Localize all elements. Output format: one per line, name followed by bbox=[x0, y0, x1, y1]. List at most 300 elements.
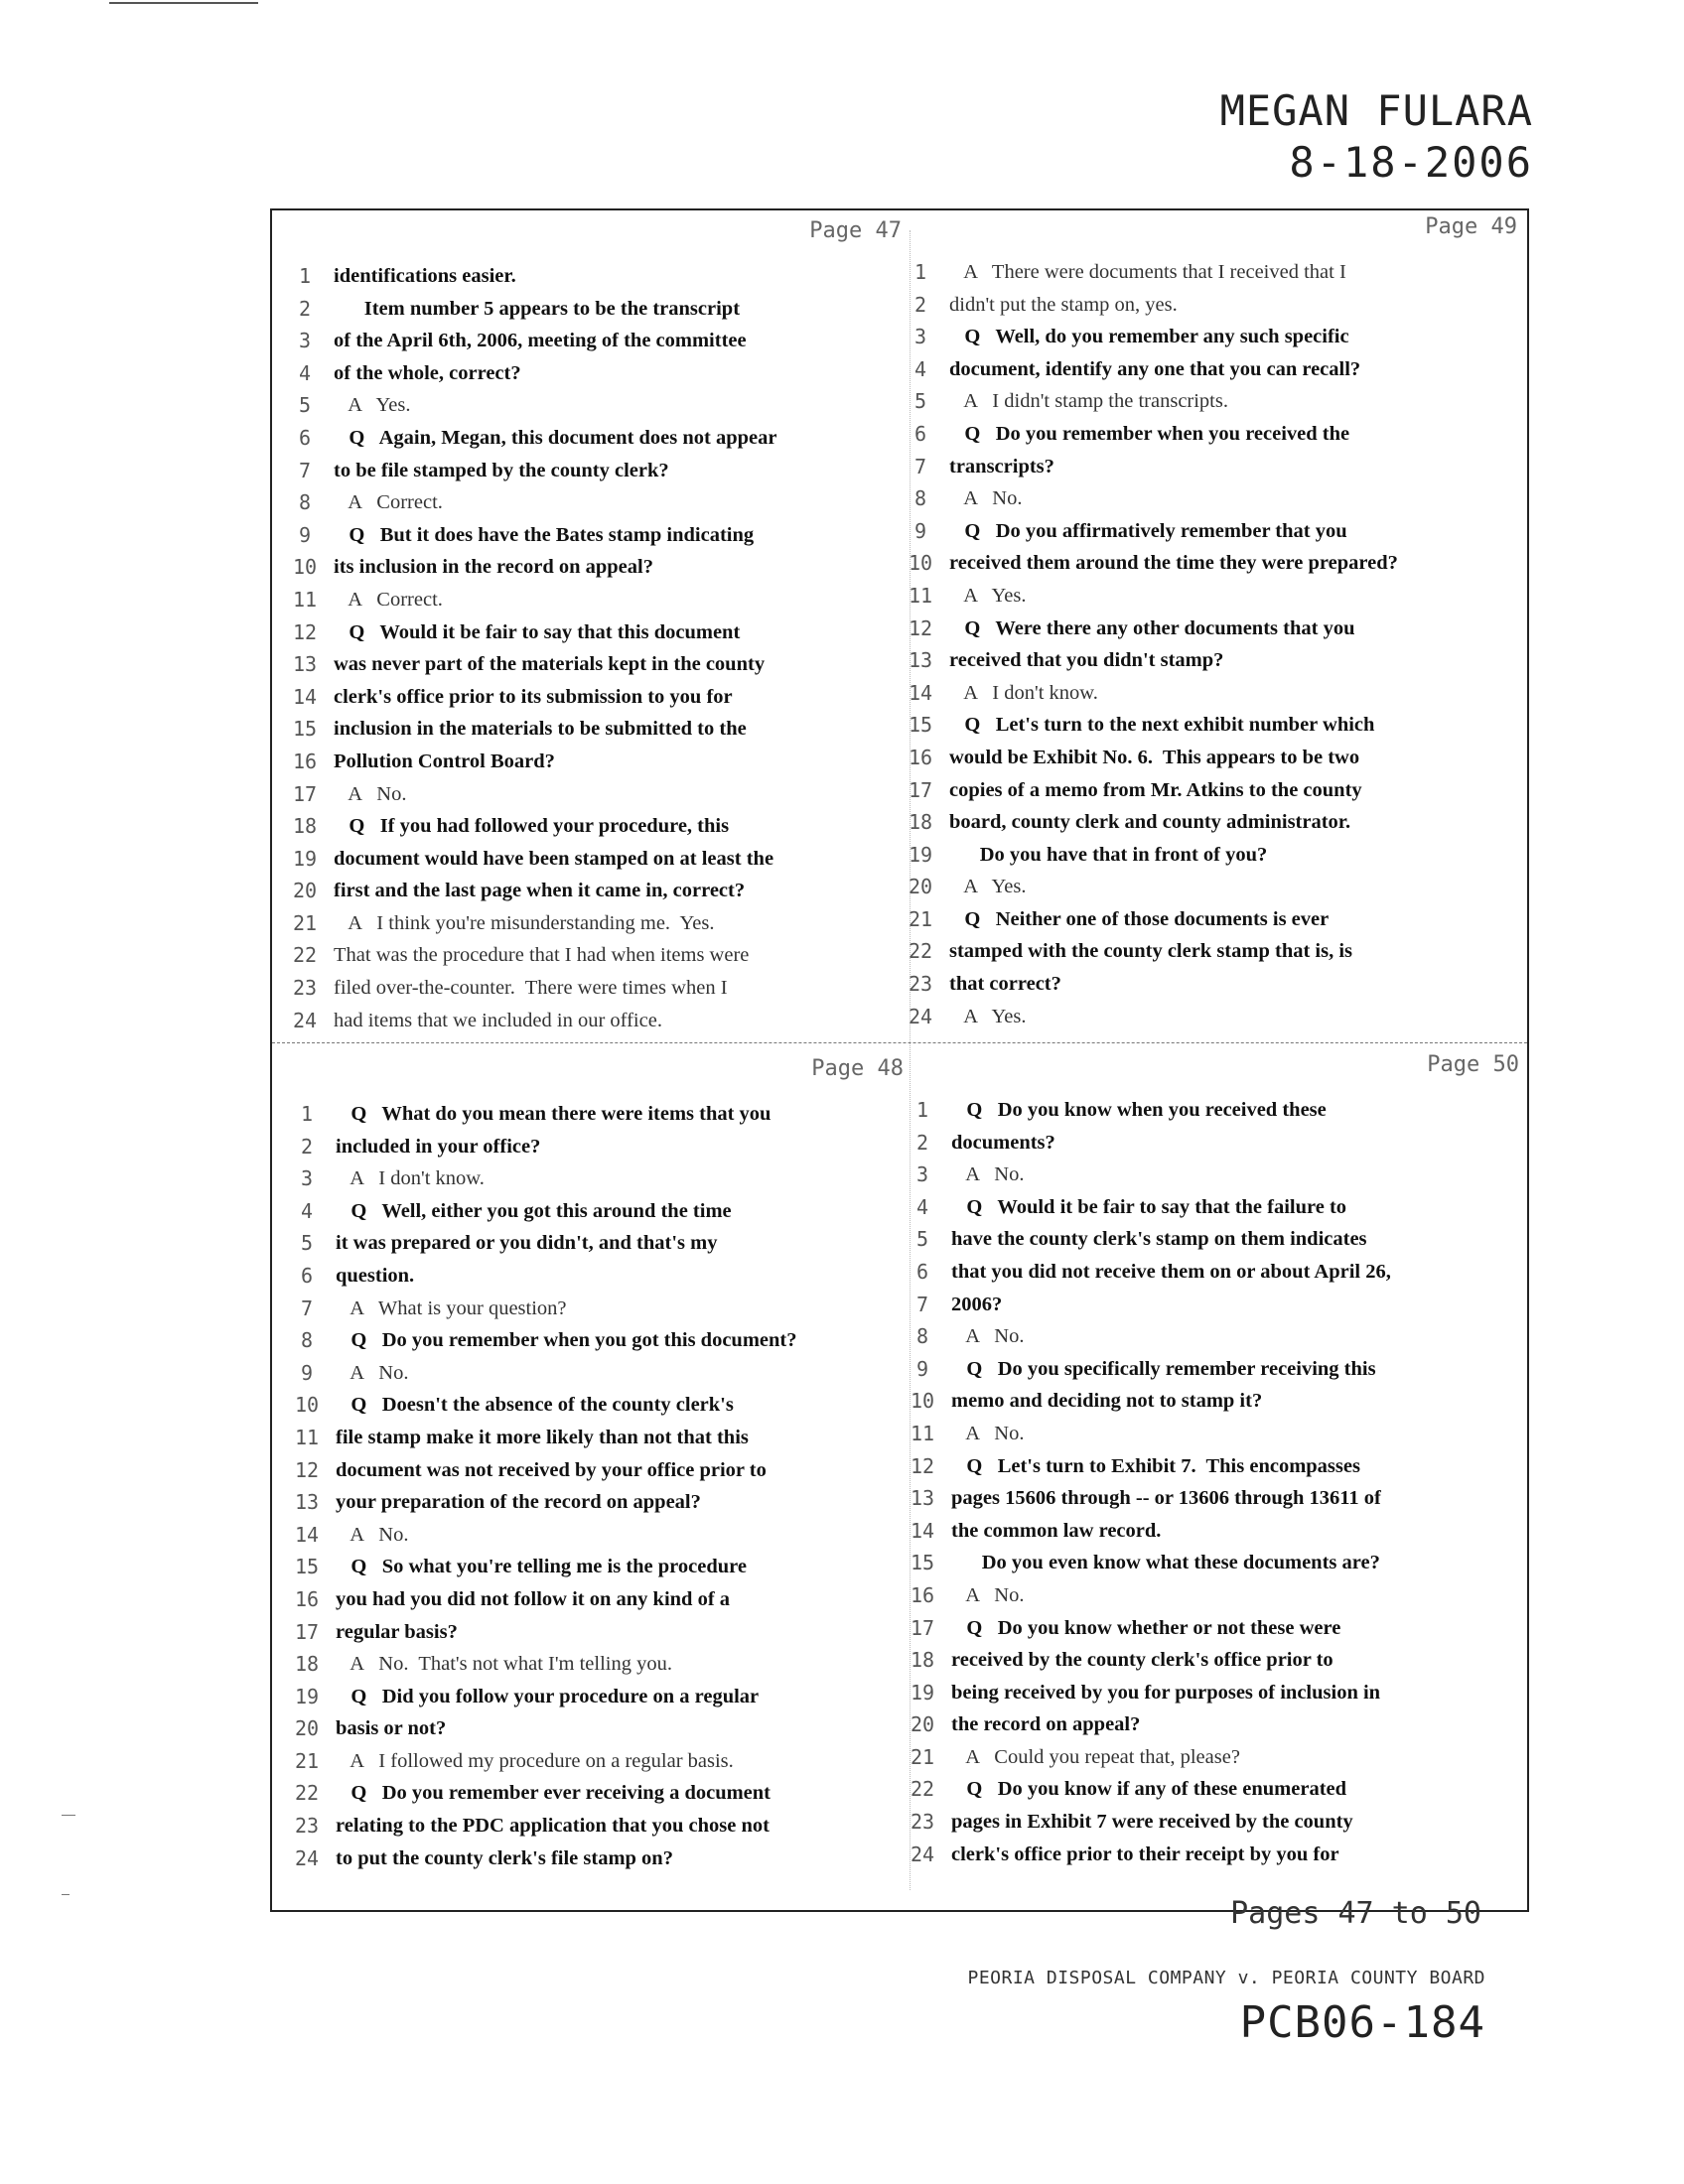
top-rule bbox=[109, 2, 258, 4]
line-number: 3 bbox=[915, 1162, 929, 1187]
answer-text: didn't put the stamp on, yes. bbox=[949, 293, 1178, 316]
line-number: 16 bbox=[908, 745, 933, 769]
question-text: the common law record. bbox=[951, 1519, 1162, 1542]
transcript-page-48 bbox=[292, 1056, 910, 1890]
line-number: 3 bbox=[300, 1166, 314, 1191]
transcript-page-47 bbox=[290, 218, 908, 1032]
question-text: Q Were there any other documents that you bbox=[949, 616, 1355, 639]
transcript-line bbox=[290, 778, 908, 811]
transcript-line bbox=[290, 843, 908, 876]
answer-text: had items that we included in our office. bbox=[334, 1009, 662, 1031]
transcript-line bbox=[906, 613, 1523, 645]
line-number: 22 bbox=[294, 1781, 320, 1806]
line-number: 13 bbox=[908, 648, 933, 673]
transcript-line bbox=[906, 709, 1523, 742]
page-label: Page 49 bbox=[1425, 214, 1517, 239]
question-text: document was not received by your office prior to bbox=[336, 1458, 767, 1481]
transcript-line bbox=[908, 1708, 1525, 1741]
page-label: Page 47 bbox=[809, 218, 902, 243]
question-text: Q Neither one of those documents is ever bbox=[949, 907, 1330, 930]
transcript-line bbox=[292, 1098, 910, 1131]
line-number: 20 bbox=[910, 1712, 935, 1737]
line-number: 12 bbox=[292, 619, 318, 644]
line-number: 24 bbox=[910, 1842, 935, 1866]
question-text: Q What do you mean there were items that you bbox=[336, 1103, 772, 1125]
line-number: 22 bbox=[908, 939, 933, 964]
answer-text: A Yes. bbox=[949, 876, 1027, 898]
answer-text: A No. bbox=[951, 1325, 1025, 1348]
question-text: Q Do you remember when you received the bbox=[949, 422, 1350, 445]
transcript-line bbox=[908, 1644, 1525, 1677]
question-text: Q Doesn't the absence of the county clerk's bbox=[336, 1394, 734, 1417]
transcript-line bbox=[906, 935, 1523, 968]
transcript-line bbox=[292, 1712, 910, 1745]
answer-text: A No. bbox=[951, 1163, 1025, 1186]
answer-text: A No. bbox=[336, 1523, 409, 1546]
transcript-line bbox=[906, 451, 1523, 483]
transcript-line bbox=[292, 1486, 910, 1519]
question-text: Q Well, either you got this around the time bbox=[336, 1199, 732, 1222]
line-number: 20 bbox=[294, 1716, 320, 1741]
line-number: 9 bbox=[913, 518, 927, 543]
transcript-line bbox=[908, 1612, 1525, 1645]
question-text: being received by you for purposes of inclusion in bbox=[951, 1681, 1381, 1704]
question-text: pages in Exhibit 7 were received by the county bbox=[951, 1811, 1353, 1834]
transcript-line bbox=[906, 677, 1523, 710]
transcript-line bbox=[906, 385, 1523, 418]
deposition-header bbox=[1220, 85, 1533, 189]
line-number: 19 bbox=[294, 1684, 320, 1708]
transcript-line bbox=[290, 681, 908, 714]
line-number: 7 bbox=[300, 1296, 314, 1320]
transcript-line bbox=[908, 1223, 1525, 1256]
transcript-line bbox=[290, 939, 908, 972]
transcript-page-49 bbox=[906, 214, 1523, 1028]
line-number: 20 bbox=[292, 879, 318, 903]
question-text: Q Do you know when you received these bbox=[951, 1099, 1327, 1121]
line-number: 11 bbox=[910, 1421, 935, 1445]
question-text: to be file stamped by the county clerk? bbox=[334, 459, 669, 481]
line-number: 23 bbox=[910, 1810, 935, 1835]
answer-text: A I don't know. bbox=[949, 681, 1098, 704]
transcript-line bbox=[906, 256, 1523, 289]
line-number: 12 bbox=[910, 1453, 935, 1478]
transcript-line bbox=[292, 1810, 910, 1843]
line-number: 17 bbox=[910, 1615, 935, 1640]
line-number: 23 bbox=[292, 976, 318, 1001]
transcript-line bbox=[908, 1482, 1525, 1515]
question-text: first and the last page when it came in, correct? bbox=[334, 880, 746, 902]
line-number: 23 bbox=[908, 972, 933, 997]
line-number: 8 bbox=[913, 486, 927, 511]
question-text: copies of a memo from Mr. Atkins to the county bbox=[949, 778, 1362, 801]
transcript-line bbox=[290, 422, 908, 455]
transcript-line bbox=[290, 907, 908, 940]
question-text: memo and deciding not to stamp it? bbox=[951, 1390, 1263, 1413]
transcript-line bbox=[908, 1289, 1525, 1321]
line-number: 1 bbox=[298, 264, 312, 288]
transcript-line bbox=[908, 1677, 1525, 1709]
question-text: transcripts? bbox=[949, 455, 1054, 478]
transcript-line bbox=[908, 1353, 1525, 1386]
answer-text: A What is your question? bbox=[336, 1297, 567, 1319]
line-number: 24 bbox=[292, 1008, 318, 1032]
line-number: 21 bbox=[292, 910, 318, 935]
question-text: Q Do you specifically remember receiving this bbox=[951, 1357, 1376, 1380]
question-text: have the county clerk's stamp on them indicates bbox=[951, 1228, 1367, 1251]
transcript-line bbox=[908, 1256, 1525, 1289]
question-text: Do you have that in front of you? bbox=[949, 843, 1268, 866]
line-number: 5 bbox=[913, 389, 927, 414]
answer-text: A No. bbox=[951, 1583, 1025, 1606]
transcript-page-50 bbox=[908, 1052, 1525, 1886]
answer-text: A No. bbox=[334, 782, 407, 805]
transcript-line bbox=[292, 1357, 910, 1390]
line-number: 18 bbox=[910, 1648, 935, 1673]
line-number: 17 bbox=[292, 781, 318, 806]
transcript-line bbox=[906, 515, 1523, 548]
transcript-line bbox=[908, 1094, 1525, 1127]
line-number: 17 bbox=[294, 1619, 320, 1644]
line-number: 8 bbox=[298, 490, 312, 515]
line-number: 2 bbox=[913, 292, 927, 317]
answer-text: A Correct. bbox=[334, 491, 443, 514]
witness-name: MEGAN FULARA bbox=[1219, 86, 1533, 135]
transcript-line bbox=[292, 1777, 910, 1810]
answer-text: A No. That's not what I'm telling you. bbox=[336, 1653, 672, 1676]
line-number: 15 bbox=[292, 717, 318, 742]
line-number: 16 bbox=[292, 749, 318, 773]
question-text: Item number 5 appears to be the transcript bbox=[334, 297, 741, 320]
question-text: Q Do you know if any of these enumerated bbox=[951, 1778, 1347, 1801]
answer-text: A No. bbox=[336, 1361, 409, 1384]
question-text: board, county clerk and county administrator. bbox=[949, 811, 1351, 834]
row-divider bbox=[272, 1042, 1527, 1043]
line-number: 14 bbox=[294, 1522, 320, 1547]
transcript-line bbox=[906, 806, 1523, 839]
line-number: 1 bbox=[300, 1102, 314, 1126]
transcript-line bbox=[908, 1806, 1525, 1839]
transcript-line bbox=[908, 1515, 1525, 1548]
transcript-line bbox=[906, 742, 1523, 774]
line-number: 1 bbox=[915, 1098, 929, 1122]
line-number: 13 bbox=[292, 652, 318, 677]
line-number: 4 bbox=[913, 356, 927, 381]
transcript-line bbox=[292, 1293, 910, 1325]
transcript-line bbox=[290, 293, 908, 326]
question-text: Q Again, Megan, this document does not appear bbox=[334, 426, 777, 449]
line-number: 9 bbox=[300, 1360, 314, 1385]
line-number: 15 bbox=[294, 1555, 320, 1579]
question-text: of the whole, correct? bbox=[334, 361, 521, 384]
transcript-line bbox=[292, 1260, 910, 1293]
answer-text: A Yes. bbox=[334, 394, 411, 417]
line-number: 6 bbox=[915, 1259, 929, 1284]
transcript-line bbox=[908, 1741, 1525, 1774]
transcript-line bbox=[908, 1839, 1525, 1871]
question-text: Q If you had followed your procedure, this bbox=[334, 815, 730, 838]
line-number: 18 bbox=[908, 810, 933, 835]
line-number: 16 bbox=[294, 1586, 320, 1611]
line-number: 14 bbox=[292, 684, 318, 709]
transcript-line bbox=[908, 1547, 1525, 1579]
transcript-line bbox=[908, 1320, 1525, 1353]
question-text: file stamp make it more likely than not that this bbox=[336, 1426, 749, 1448]
line-number: 7 bbox=[298, 458, 312, 482]
question-text: clerk's office prior to their receipt by you for bbox=[951, 1843, 1339, 1865]
transcript-line bbox=[290, 972, 908, 1005]
question-text: received that you didn't stamp? bbox=[949, 649, 1224, 672]
transcript-line bbox=[292, 1648, 910, 1681]
answer-text: A I followed my procedure on a regular basis. bbox=[336, 1749, 734, 1772]
answer-text: That was the procedure that I had when items were bbox=[334, 944, 750, 967]
transcript-line bbox=[908, 1773, 1525, 1806]
question-text: included in your office? bbox=[336, 1135, 541, 1158]
line-number: 14 bbox=[910, 1518, 935, 1543]
transcript-line bbox=[290, 389, 908, 422]
line-number: 17 bbox=[908, 777, 933, 802]
transcript-line bbox=[906, 321, 1523, 353]
transcript-line bbox=[290, 1005, 908, 1037]
transcript-line bbox=[906, 418, 1523, 451]
question-text: would be Exhibit No. 6. This appears to be two bbox=[949, 746, 1360, 768]
question-text: was never part of the materials kept in the county bbox=[334, 653, 766, 676]
line-number: 4 bbox=[300, 1198, 314, 1223]
transcript-line bbox=[290, 810, 908, 843]
line-number: 9 bbox=[915, 1356, 929, 1381]
transcript-line bbox=[906, 839, 1523, 872]
transcript-line bbox=[292, 1227, 910, 1260]
line-number: 15 bbox=[910, 1551, 935, 1575]
line-number: 11 bbox=[908, 583, 933, 608]
question-text: pages 15606 through -- or 13606 through 13611 of bbox=[951, 1487, 1381, 1510]
question-text: documents? bbox=[951, 1131, 1055, 1154]
page-lines bbox=[292, 1098, 910, 1874]
question-text: Pollution Control Board? bbox=[334, 750, 555, 772]
page-lines bbox=[290, 260, 908, 1036]
transcript-line bbox=[906, 903, 1523, 936]
line-number: 15 bbox=[908, 713, 933, 738]
transcript-line bbox=[292, 1583, 910, 1616]
transcript-line bbox=[290, 746, 908, 778]
question-text: Q Do you remember when you got this document? bbox=[336, 1329, 797, 1352]
line-number: 12 bbox=[908, 615, 933, 640]
transcript-line bbox=[290, 713, 908, 746]
page-lines bbox=[908, 1094, 1525, 1870]
line-number: 2 bbox=[300, 1134, 314, 1159]
line-number: 11 bbox=[292, 587, 318, 612]
transcript-frame bbox=[270, 208, 1529, 1912]
line-number: 21 bbox=[910, 1744, 935, 1769]
case-caption: PEORIA DISPOSAL COMPANY v. PEORIA COUNTY BOARD bbox=[967, 1968, 1485, 1988]
question-text: Q Would it be fair to say that the failure to bbox=[951, 1195, 1347, 1218]
transcript-line bbox=[906, 547, 1523, 580]
line-number: 19 bbox=[292, 846, 318, 871]
transcript-line bbox=[290, 584, 908, 616]
line-number: 5 bbox=[298, 393, 312, 418]
transcript-line bbox=[908, 1385, 1525, 1418]
line-number: 5 bbox=[915, 1227, 929, 1252]
transcript-line bbox=[292, 1843, 910, 1875]
line-number: 4 bbox=[915, 1194, 929, 1219]
question-text: question. bbox=[336, 1264, 415, 1287]
question-text: Q Do you remember ever receiving a document bbox=[336, 1782, 772, 1805]
question-text: inclusion in the materials to be submitted to the bbox=[334, 718, 747, 741]
line-number: 6 bbox=[913, 421, 927, 446]
transcript-line bbox=[292, 1519, 910, 1552]
line-number: 10 bbox=[908, 551, 933, 576]
line-number: 2 bbox=[915, 1130, 929, 1155]
pages-range: Pages 47 to 50 bbox=[1230, 1896, 1481, 1931]
transcript-line bbox=[908, 1127, 1525, 1160]
line-number: 7 bbox=[915, 1292, 929, 1316]
transcript-line bbox=[290, 648, 908, 681]
line-number: 3 bbox=[298, 329, 312, 353]
line-number: 18 bbox=[294, 1652, 320, 1677]
question-text: Q Let's turn to the next exhibit number which bbox=[949, 714, 1375, 737]
answer-text: A Correct. bbox=[334, 588, 443, 611]
question-text: Q Would it be fair to say that this document bbox=[334, 620, 741, 643]
answer-text: A I don't know. bbox=[336, 1167, 485, 1190]
question-text: of the April 6th, 2006, meeting of the committee bbox=[334, 330, 747, 352]
transcript-line bbox=[292, 1389, 910, 1422]
question-text: that correct? bbox=[949, 973, 1061, 996]
transcript-line bbox=[908, 1450, 1525, 1483]
transcript-line bbox=[292, 1551, 910, 1583]
margin-mark bbox=[62, 1815, 75, 1816]
transcript-line bbox=[290, 519, 908, 552]
answer-text: A There were documents that I received that I bbox=[949, 261, 1346, 283]
question-text: document would have been stamped on at least the bbox=[334, 847, 774, 870]
question-text: the record on appeal? bbox=[951, 1713, 1141, 1736]
line-number: 24 bbox=[908, 1004, 933, 1028]
transcript-line bbox=[290, 260, 908, 293]
answer-text: A No. bbox=[951, 1422, 1025, 1444]
question-text: relating to the PDC application that you chose not bbox=[336, 1815, 770, 1838]
line-number: 19 bbox=[910, 1680, 935, 1705]
transcript-line bbox=[290, 616, 908, 649]
question-text: regular basis? bbox=[336, 1620, 458, 1643]
transcript-line bbox=[292, 1681, 910, 1713]
line-number: 8 bbox=[915, 1324, 929, 1349]
question-text: you had you did not follow it on any kind of a bbox=[336, 1587, 731, 1610]
transcript-line bbox=[290, 357, 908, 390]
line-number: 4 bbox=[298, 360, 312, 385]
question-text: its inclusion in the record on appeal? bbox=[334, 556, 653, 579]
transcript-line bbox=[292, 1195, 910, 1228]
line-number: 11 bbox=[294, 1425, 320, 1449]
question-text: Q But it does have the Bates stamp indicating bbox=[334, 523, 755, 546]
line-number: 14 bbox=[908, 680, 933, 705]
transcript-line bbox=[906, 774, 1523, 807]
line-number: 16 bbox=[910, 1582, 935, 1607]
transcript-line bbox=[906, 353, 1523, 386]
question-text: it was prepared or you didn't, and that's my bbox=[336, 1232, 718, 1255]
transcript-line bbox=[290, 325, 908, 357]
line-number: 10 bbox=[910, 1389, 935, 1414]
line-number: 21 bbox=[908, 906, 933, 931]
line-number: 10 bbox=[292, 555, 318, 580]
transcript-line bbox=[292, 1131, 910, 1163]
transcript-line bbox=[290, 486, 908, 519]
line-number: 22 bbox=[292, 943, 318, 968]
transcript-line bbox=[906, 1001, 1523, 1033]
line-number: 20 bbox=[908, 875, 933, 899]
transcript-line bbox=[292, 1324, 910, 1357]
answer-text: A I think you're misunderstanding me. Yes. bbox=[334, 911, 715, 934]
transcript-line bbox=[290, 875, 908, 907]
answer-text: A I didn't stamp the transcripts. bbox=[949, 390, 1228, 413]
deposition-date: 8-18-2006 bbox=[1289, 138, 1533, 187]
transcript-line bbox=[908, 1191, 1525, 1224]
answer-text: A Yes. bbox=[949, 1005, 1027, 1027]
transcript-line bbox=[906, 968, 1523, 1001]
page-label: Page 48 bbox=[811, 1056, 904, 1081]
answer-text: A No. bbox=[949, 487, 1023, 510]
question-text: stamped with the county clerk stamp that is, is bbox=[949, 940, 1353, 963]
line-number: 13 bbox=[294, 1490, 320, 1515]
question-text: received them around the time they were prepared? bbox=[949, 552, 1398, 575]
line-number: 23 bbox=[294, 1814, 320, 1839]
transcript-line bbox=[908, 1418, 1525, 1450]
question-text: 2006? bbox=[951, 1293, 1003, 1315]
transcript-line bbox=[292, 1454, 910, 1487]
question-text: document, identify any one that you can recall? bbox=[949, 357, 1361, 380]
question-text: Do you even know what these documents are? bbox=[951, 1552, 1380, 1574]
line-number: 10 bbox=[294, 1393, 320, 1418]
question-text: your preparation of the record on appeal? bbox=[336, 1491, 701, 1514]
case-number: PCB06-184 bbox=[1239, 1997, 1485, 2048]
line-number: 22 bbox=[910, 1777, 935, 1802]
line-number: 21 bbox=[294, 1748, 320, 1773]
question-text: received by the county clerk's office prior to bbox=[951, 1649, 1333, 1672]
line-number: 12 bbox=[294, 1457, 320, 1482]
question-text: Q Do you know whether or not these were bbox=[951, 1616, 1341, 1639]
line-number: 8 bbox=[300, 1328, 314, 1353]
line-number: 1 bbox=[913, 260, 927, 284]
question-text: identifications easier. bbox=[334, 265, 516, 287]
question-text: clerk's office prior to its submission to you for bbox=[334, 685, 733, 708]
margin-mark bbox=[62, 1894, 70, 1895]
transcript-line bbox=[908, 1579, 1525, 1612]
line-number: 6 bbox=[298, 425, 312, 450]
question-text: Q Well, do you remember any such specific bbox=[949, 326, 1349, 348]
transcript-line bbox=[292, 1745, 910, 1778]
transcript-line bbox=[292, 1616, 910, 1649]
transcript-line bbox=[906, 871, 1523, 903]
transcript-line bbox=[906, 482, 1523, 515]
line-number: 6 bbox=[300, 1263, 314, 1288]
question-text: to put the county clerk's file stamp on? bbox=[336, 1846, 673, 1869]
question-text: basis or not? bbox=[336, 1717, 447, 1740]
question-text: Q So what you're telling me is the procedure bbox=[336, 1556, 747, 1578]
transcript-line bbox=[292, 1162, 910, 1195]
question-text: Q Did you follow your procedure on a regular bbox=[336, 1685, 760, 1707]
line-number: 18 bbox=[292, 814, 318, 839]
transcript-line bbox=[906, 289, 1523, 322]
page-lines bbox=[906, 256, 1523, 1032]
line-number: 9 bbox=[298, 522, 312, 547]
answer-text: filed over-the-counter. There were times when I bbox=[334, 977, 728, 1000]
line-number: 7 bbox=[913, 454, 927, 478]
page-label: Page 50 bbox=[1427, 1052, 1519, 1077]
transcript-line bbox=[292, 1422, 910, 1454]
transcript-line bbox=[906, 644, 1523, 677]
line-number: 5 bbox=[300, 1231, 314, 1256]
question-text: that you did not receive them on or about April 26, bbox=[951, 1260, 1391, 1283]
line-number: 19 bbox=[908, 842, 933, 867]
transcript-line bbox=[906, 580, 1523, 613]
